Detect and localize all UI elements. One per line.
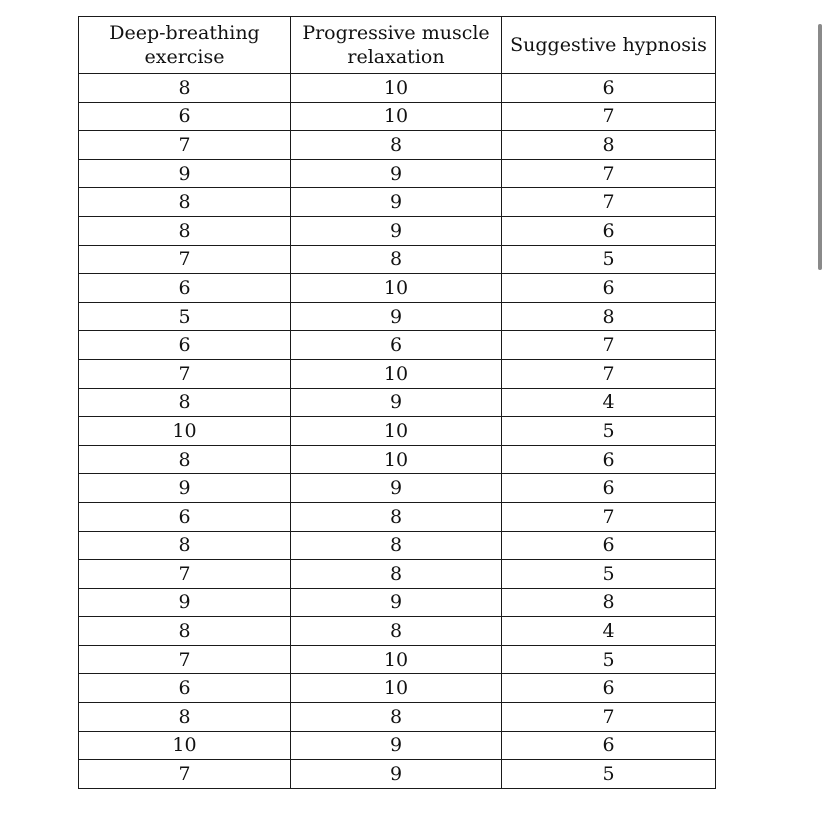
progressive-muscle-relaxation-cell: 10 [291,445,502,474]
progressive-muscle-relaxation-cell: 9 [291,474,502,503]
deep-breathing-cell: 5 [79,302,291,331]
progressive-muscle-relaxation-cell: 8 [291,502,502,531]
progressive-muscle-relaxation-cell: 9 [291,731,502,760]
progressive-muscle-relaxation-cell: 9 [291,760,502,789]
deep-breathing-cell: 8 [79,703,291,732]
suggestive-hypnosis-cell: 7 [502,331,716,360]
table-row [79,216,716,245]
deep-breathing-cell: 7 [79,131,291,160]
table-row [79,617,716,646]
progressive-muscle-relaxation-cell: 9 [291,588,502,617]
progressive-muscle-relaxation-cell: 8 [291,531,502,560]
progressive-muscle-relaxation-cell: 10 [291,645,502,674]
suggestive-hypnosis-cell: 7 [502,502,716,531]
suggestive-hypnosis-cell: 6 [502,74,716,103]
progressive-muscle-relaxation-cell: 9 [291,216,502,245]
progressive-muscle-relaxation-cell: 8 [291,131,502,160]
vertical-scrollbar[interactable] [818,24,822,270]
deep-breathing-cell: 6 [79,502,291,531]
table-row [79,274,716,303]
deep-breathing-cell: 8 [79,74,291,103]
suggestive-hypnosis-cell: 7 [502,102,716,131]
suggestive-hypnosis-cell: 8 [502,302,716,331]
suggestive-hypnosis-cell: 7 [502,159,716,188]
deep-breathing-cell: 8 [79,216,291,245]
deep-breathing-cell: 6 [79,274,291,303]
progressive-muscle-relaxation-cell: 10 [291,74,502,103]
table-row [79,388,716,417]
suggestive-hypnosis-cell: 5 [502,245,716,274]
deep-breathing-cell: 7 [79,560,291,589]
suggestive-hypnosis-cell: 5 [502,760,716,789]
progressive-muscle-relaxation-cell: 8 [291,245,502,274]
suggestive-hypnosis-cell: 4 [502,617,716,646]
deep-breathing-cell: 6 [79,674,291,703]
table-row [79,703,716,732]
progressive-muscle-relaxation-cell: 10 [291,102,502,131]
table-row [79,245,716,274]
suggestive-hypnosis-cell: 7 [502,703,716,732]
deep-breathing-cell: 10 [79,731,291,760]
progressive-muscle-relaxation-cell: 10 [291,359,502,388]
progressive-muscle-relaxation-cell: 6 [291,331,502,360]
table-row [79,417,716,446]
progressive-muscle-relaxation-cell: 8 [291,703,502,732]
table-row [79,474,716,503]
table-row [79,731,716,760]
progressive-muscle-relaxation-cell: 9 [291,388,502,417]
table-row [79,131,716,160]
table-row [79,588,716,617]
data-table [78,16,716,789]
suggestive-hypnosis-cell: 8 [502,131,716,160]
suggestive-hypnosis-cell: 5 [502,560,716,589]
table-row [79,359,716,388]
deep-breathing-cell: 7 [79,645,291,674]
deep-breathing-cell: 7 [79,245,291,274]
suggestive-hypnosis-cell: 7 [502,359,716,388]
header-deep-breathing: Deep-breathing exercise [79,17,291,74]
deep-breathing-cell: 8 [79,531,291,560]
progressive-muscle-relaxation-cell: 10 [291,417,502,446]
deep-breathing-cell: 8 [79,188,291,217]
deep-breathing-cell: 8 [79,617,291,646]
deep-breathing-cell: 9 [79,474,291,503]
table-row [79,531,716,560]
suggestive-hypnosis-cell: 6 [502,674,716,703]
progressive-muscle-relaxation-cell: 9 [291,159,502,188]
table-row [79,331,716,360]
suggestive-hypnosis-cell: 4 [502,388,716,417]
deep-breathing-cell: 7 [79,359,291,388]
table-row [79,645,716,674]
table-row [79,502,716,531]
table-row [79,560,716,589]
header-progressive-muscle-relaxation: Progressive muscle relaxation [291,17,502,74]
header-suggestive-hypnosis: Suggestive hypnosis [502,17,716,74]
progressive-muscle-relaxation-cell: 9 [291,188,502,217]
suggestive-hypnosis-cell: 5 [502,645,716,674]
suggestive-hypnosis-cell: 6 [502,531,716,560]
progressive-muscle-relaxation-cell: 10 [291,274,502,303]
header-row [79,17,716,74]
suggestive-hypnosis-cell: 6 [502,445,716,474]
deep-breathing-cell: 6 [79,102,291,131]
deep-breathing-cell: 6 [79,331,291,360]
progressive-muscle-relaxation-cell: 10 [291,674,502,703]
suggestive-hypnosis-cell: 6 [502,474,716,503]
table-row [79,102,716,131]
table-row [79,188,716,217]
table-row [79,760,716,789]
deep-breathing-cell: 8 [79,388,291,417]
progressive-muscle-relaxation-cell: 8 [291,560,502,589]
table-row [79,74,716,103]
progressive-muscle-relaxation-cell: 9 [291,302,502,331]
table-row [79,302,716,331]
deep-breathing-cell: 9 [79,588,291,617]
suggestive-hypnosis-cell: 6 [502,216,716,245]
suggestive-hypnosis-cell: 5 [502,417,716,446]
table-body [79,74,716,789]
suggestive-hypnosis-cell: 8 [502,588,716,617]
table-row [79,445,716,474]
suggestive-hypnosis-cell: 7 [502,188,716,217]
deep-breathing-cell: 9 [79,159,291,188]
deep-breathing-cell: 8 [79,445,291,474]
suggestive-hypnosis-cell: 6 [502,731,716,760]
deep-breathing-cell: 7 [79,760,291,789]
table-row [79,159,716,188]
progressive-muscle-relaxation-cell: 8 [291,617,502,646]
table-row [79,674,716,703]
suggestive-hypnosis-cell: 6 [502,274,716,303]
deep-breathing-cell: 10 [79,417,291,446]
